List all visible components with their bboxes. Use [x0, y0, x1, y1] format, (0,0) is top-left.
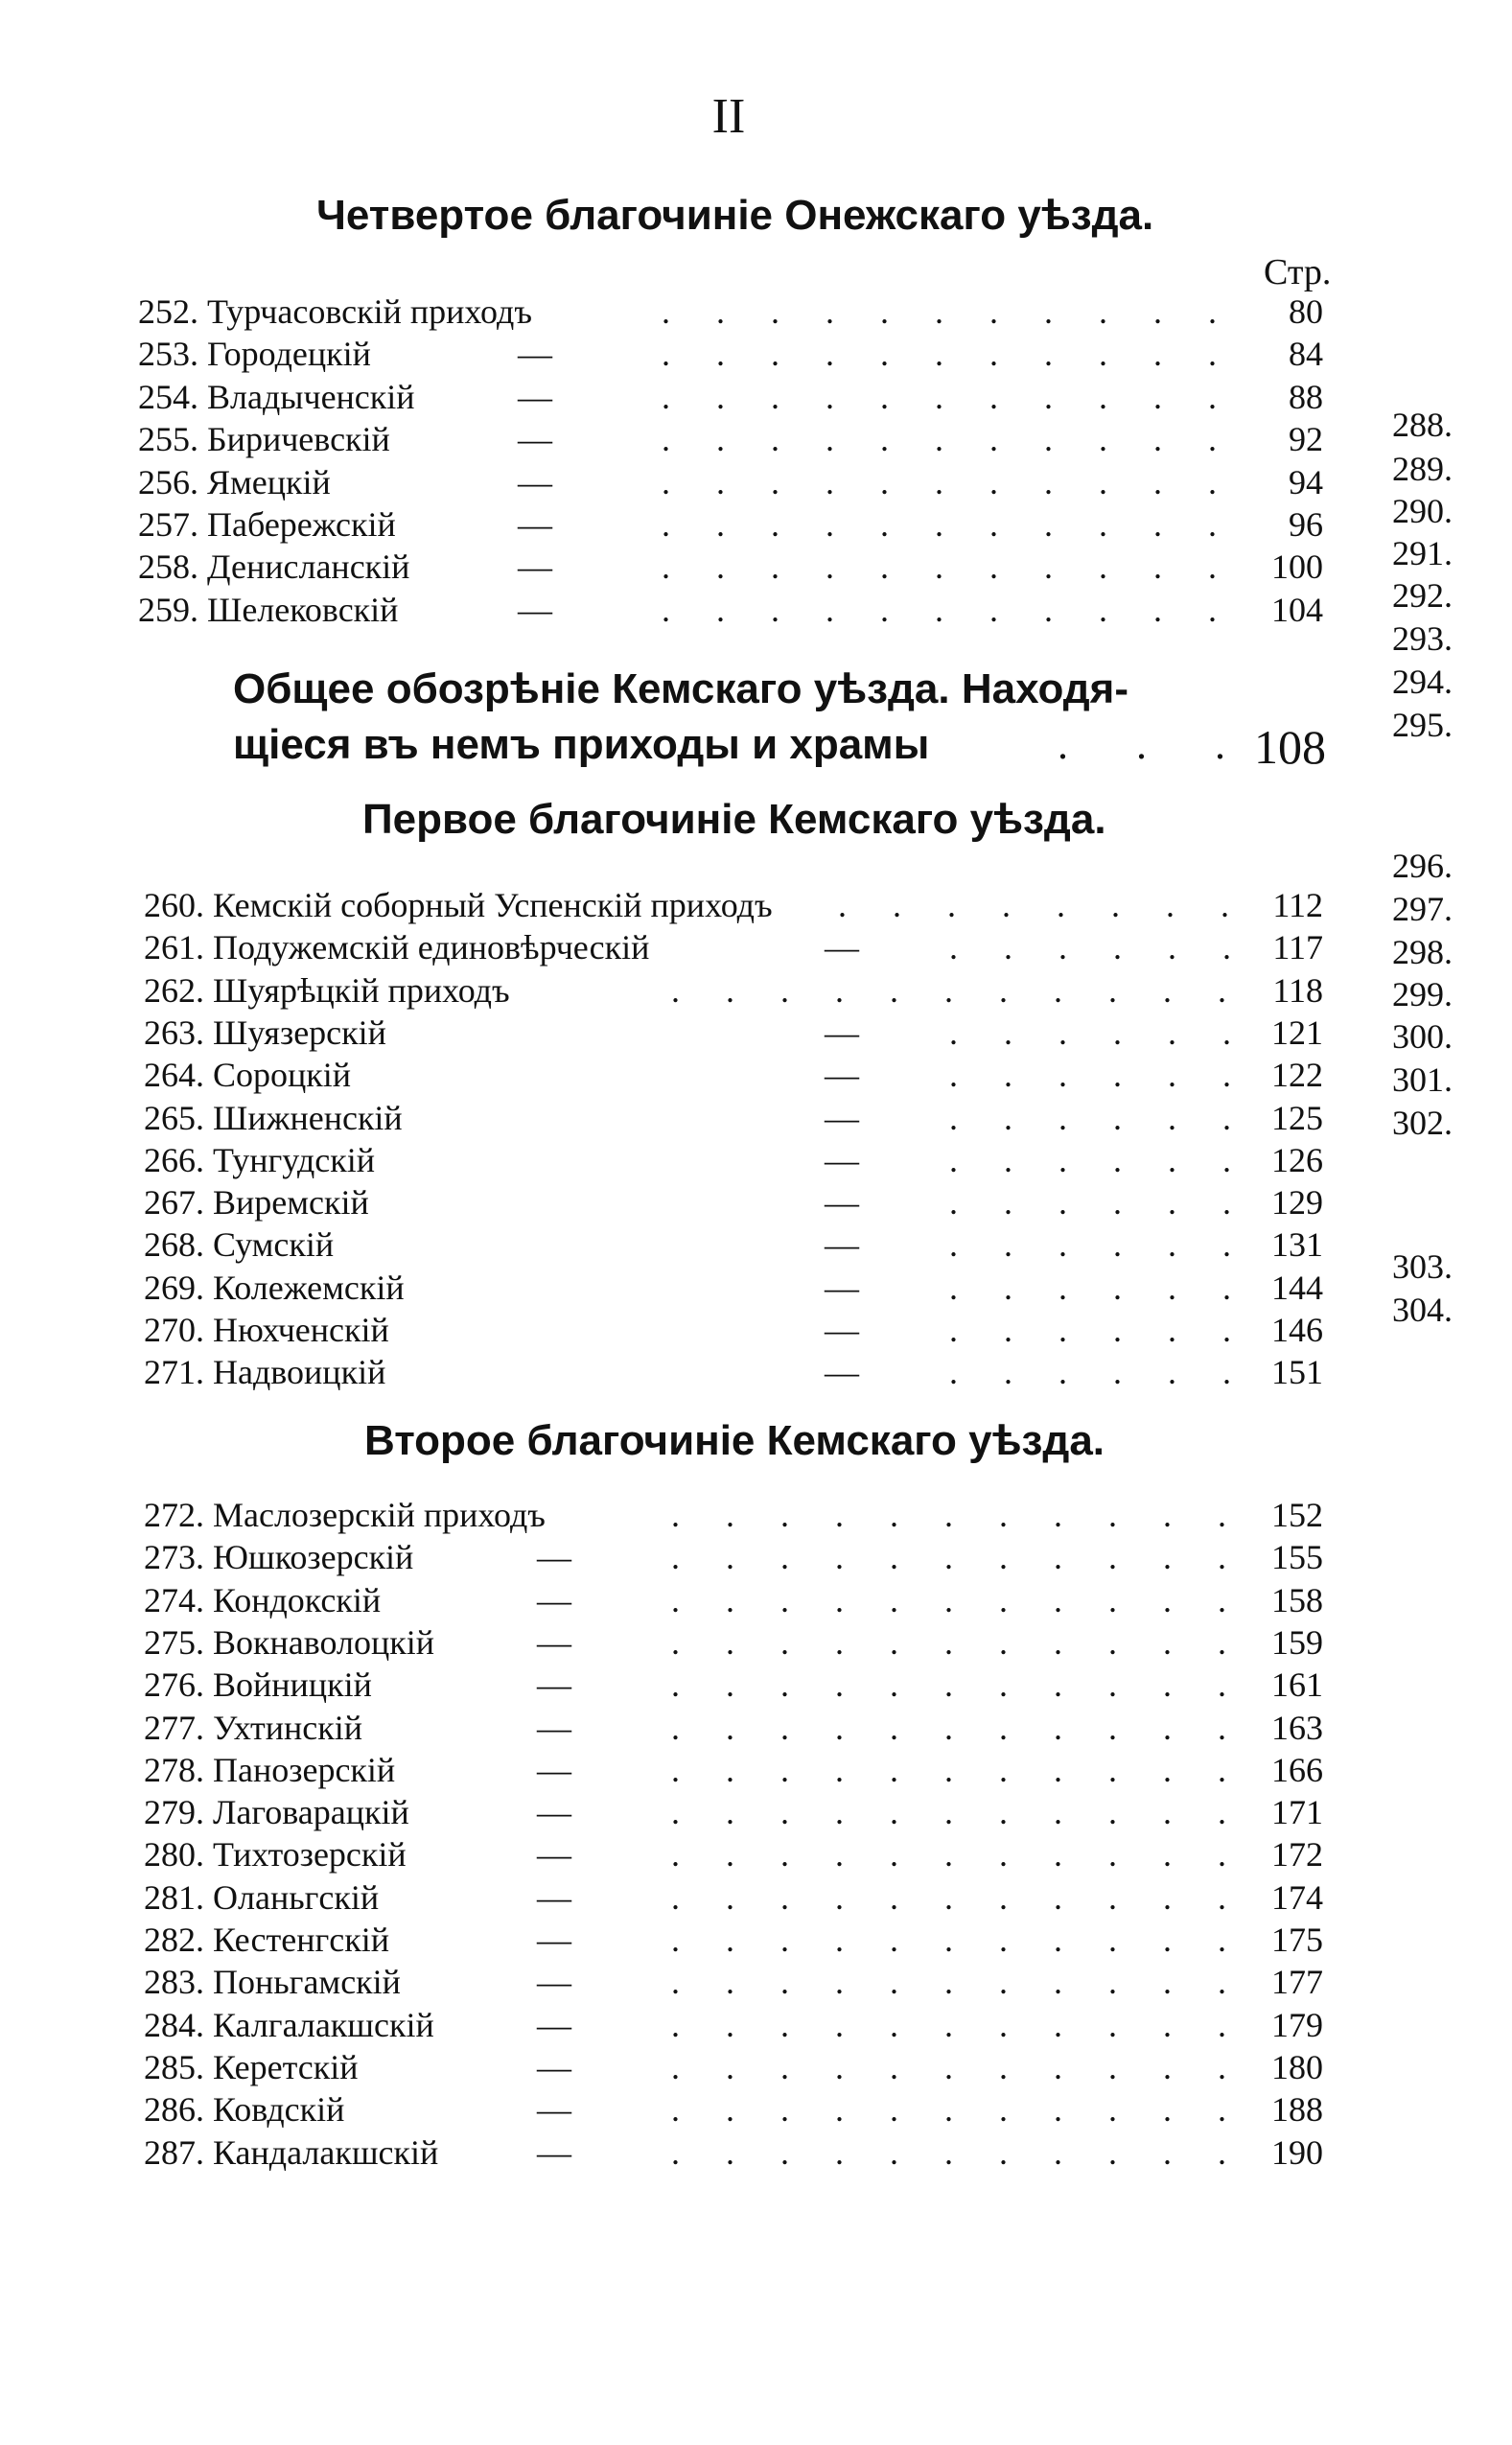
entry-number: 284. [144, 2005, 204, 2044]
entry-name: Пабережскій [207, 505, 396, 544]
list-item [107, 376, 1333, 418]
entry-number: 258. [138, 547, 198, 587]
leader-dots: ........... [671, 1963, 1272, 2002]
list-item [113, 1223, 1333, 1266]
page-number: II [711, 89, 746, 144]
entry-page: 158 [1271, 1580, 1323, 1619]
leader-dots: ........... [671, 1877, 1272, 1917]
leader-dots: ........... [662, 292, 1263, 331]
leader-dots: ........... [671, 1835, 1272, 1874]
entry-name: Вокнаволоцкій [213, 1622, 435, 1662]
entry-number: 286. [144, 2090, 204, 2130]
entry-number: 280. [144, 1835, 204, 1874]
entry-page: 174 [1271, 1877, 1323, 1917]
ditto-dash: — [825, 1098, 859, 1137]
list-item [113, 1054, 1333, 1096]
overview-text-2: щіеся въ немъ приходы и храмы [233, 721, 930, 768]
entry-name: Тунгудскій [213, 1140, 376, 1179]
entry-name: Юшкозерскій [213, 1538, 414, 1577]
list-item [113, 2131, 1333, 2174]
leader-dots: ........... [671, 970, 1272, 1010]
leader-dots: ........... [671, 1622, 1272, 1662]
margin-number: 303. [1392, 1247, 1453, 1286]
margin-number: 304. [1392, 1291, 1453, 1329]
margin-number: 291. [1392, 534, 1453, 572]
list-item [107, 503, 1333, 546]
entry-number: 256. [138, 462, 198, 501]
list-item [107, 333, 1333, 375]
entry-page: 163 [1271, 1708, 1323, 1747]
entry-page: 179 [1271, 2005, 1323, 2044]
ditto-dash: — [537, 1921, 571, 1959]
entry-number: 276. [144, 1665, 204, 1705]
entry-page: 161 [1271, 1665, 1323, 1705]
section-heading-onega-4: Четвертое благочиніе Онежскаго уѣзда. [316, 192, 1154, 239]
list-item [113, 1351, 1333, 1393]
ditto-dash: — [537, 1538, 571, 1577]
entry-name: Панозерскій [213, 1750, 396, 1789]
ditto-dash: — [825, 1140, 859, 1179]
leader-dots: ........... [671, 2047, 1272, 2086]
overview-page: 108 [1254, 720, 1326, 774]
leader-dots: ........... [671, 1665, 1272, 1705]
entry-page: 159 [1271, 1622, 1323, 1662]
leader-dots: ........... [671, 2005, 1272, 2044]
ditto-dash: — [825, 1183, 859, 1222]
leader-dots: ...... [949, 1056, 1277, 1095]
list-item [113, 926, 1333, 968]
entry-name: Ковдскій [213, 2090, 345, 2130]
entry-name: Шуязерскій [213, 1013, 386, 1052]
leader-dots: ........... [671, 2132, 1272, 2172]
ditto-dash: — [537, 1580, 571, 1619]
entry-name: Кондокскій [213, 1580, 382, 1619]
list-item [113, 1097, 1333, 1139]
overview-line-2 [233, 717, 1364, 773]
list-item [113, 1664, 1333, 1706]
leader-dots: ........... [671, 1921, 1272, 1959]
entry-number: 278. [144, 1750, 204, 1789]
ditto-dash: — [518, 335, 552, 374]
entry-page: 121 [1271, 1013, 1323, 1052]
margin-number: 296. [1392, 847, 1453, 885]
entry-number: 252. [138, 292, 198, 331]
ditto-dash: — [518, 462, 552, 501]
leader-dots: ...... [949, 1013, 1277, 1052]
entry-number: 271. [144, 1353, 204, 1392]
entry-page: 80 [1289, 292, 1323, 331]
list-item [113, 1919, 1333, 1961]
entry-number: 255. [138, 420, 198, 459]
list-item [107, 291, 1333, 333]
list-item [113, 1876, 1333, 1919]
list-item [113, 1579, 1333, 1621]
entry-name: Виремскій [213, 1183, 369, 1222]
entry-name: Тихтозерскій [213, 1835, 407, 1874]
entry-name: Сороцкій [213, 1056, 352, 1095]
list-item [113, 1012, 1333, 1054]
entry-name: Кандалакшскій [213, 2132, 439, 2172]
ditto-dash: — [537, 2047, 571, 2086]
leader-dots: ...... [949, 1268, 1277, 1307]
margin-number: 297. [1392, 890, 1453, 928]
margin-number: 294. [1392, 663, 1453, 701]
entry-page: 94 [1289, 462, 1323, 501]
entry-name: Нюхченскій [213, 1311, 389, 1349]
list-item [113, 1267, 1333, 1309]
entry-name: Денисланскій [207, 547, 410, 587]
entry-page: 190 [1271, 2132, 1323, 2172]
leader-dots: ...... [949, 928, 1277, 967]
margin-number: 301. [1392, 1060, 1453, 1099]
ditto-dash: — [537, 1963, 571, 2002]
entry-page: 188 [1271, 2090, 1323, 2130]
ditto-dash: — [537, 2132, 571, 2172]
entry-name: Биричевскій [207, 420, 390, 459]
entry-number: 287. [144, 2132, 204, 2172]
margin-number: 293. [1392, 619, 1453, 658]
section-heading-kem-1: Первое благочиніе Кемскаго уѣзда. [362, 796, 1106, 843]
list-item [113, 1961, 1333, 2003]
entry-page: 84 [1289, 335, 1323, 374]
margin-number: 288. [1392, 406, 1453, 444]
page-column-label: Стр. [1264, 252, 1332, 292]
entry-page: 172 [1271, 1835, 1323, 1874]
entry-number: 262. [144, 970, 204, 1010]
entry-number: 285. [144, 2047, 204, 2086]
list-item [107, 546, 1333, 588]
entry-number: 263. [144, 1013, 204, 1052]
list-item [113, 1181, 1333, 1223]
ditto-dash: — [537, 1665, 571, 1705]
entry-name: Турчасовскій приходъ [207, 292, 532, 331]
entry-name: Калгалакшскій [213, 2005, 434, 2044]
leader-dots: ........ [838, 886, 1275, 924]
leader-dots: ...... [949, 1098, 1277, 1137]
margin-number: 295. [1392, 706, 1453, 744]
entry-number: 267. [144, 1183, 204, 1222]
list-item [113, 1536, 1333, 1578]
ditto-dash: — [825, 1056, 859, 1095]
ditto-dash: — [537, 1622, 571, 1662]
entry-name: Ухтинскій [213, 1708, 362, 1747]
list-item [113, 2088, 1333, 2131]
entry-page: 171 [1271, 1793, 1323, 1832]
ditto-dash: — [537, 2005, 571, 2044]
list-item [113, 884, 1333, 926]
entry-name: Кестенгскій [213, 1921, 389, 1959]
ditto-dash: — [825, 1268, 859, 1307]
leader-dots: ........... [662, 547, 1263, 587]
entry-number: 269. [144, 1268, 204, 1307]
ditto-dash: — [825, 928, 859, 967]
entry-number: 254. [138, 377, 198, 416]
leader-dots: ........... [671, 1496, 1272, 1534]
leader-dots: ........... [662, 462, 1263, 501]
entry-name: Маслозерскій приходъ [213, 1496, 546, 1534]
entry-name: Подужемскій единовѣрческій [213, 928, 650, 967]
entry-name: Оланьгскій [213, 1877, 380, 1917]
ditto-dash: — [537, 1835, 571, 1874]
entry-number: 275. [144, 1622, 204, 1662]
entry-number: 260. [144, 886, 204, 924]
entry-number: 264. [144, 1056, 204, 1095]
entry-number: 253. [138, 335, 198, 374]
entry-name: Поньгамскій [213, 1963, 401, 2002]
leader-dots: ........... [662, 420, 1263, 459]
margin-number: 292. [1392, 576, 1453, 615]
entry-number: 272. [144, 1496, 204, 1534]
list-item [113, 1494, 1333, 1536]
entry-number: 268. [144, 1225, 204, 1265]
entry-name: Войницкій [213, 1665, 372, 1705]
leader-dots: ........... [671, 1580, 1272, 1619]
entry-page: 125 [1271, 1098, 1323, 1137]
entry-number: 259. [138, 590, 198, 629]
entry-page: 146 [1271, 1311, 1323, 1349]
entry-name: Надвоицкій [213, 1353, 386, 1392]
leader-dots: ...... [949, 1353, 1277, 1392]
margin-number: 298. [1392, 933, 1453, 971]
entry-number: 281. [144, 1877, 204, 1917]
ditto-dash: — [518, 377, 552, 416]
margin-number: 289. [1392, 450, 1453, 488]
ditto-dash: — [518, 505, 552, 544]
entry-name: Шижненскій [213, 1098, 403, 1137]
list-item [113, 1749, 1333, 1791]
entry-page: 144 [1271, 1268, 1323, 1307]
entry-number: 283. [144, 1963, 204, 2002]
section-heading-kem-2: Второе благочиніе Кемскаго уѣзда. [364, 1417, 1105, 1464]
entry-page: 122 [1271, 1056, 1323, 1095]
leader-dots: ...... [949, 1311, 1277, 1349]
entry-name: Ямецкій [207, 462, 331, 501]
ditto-dash: — [537, 1877, 571, 1917]
entry-page: 88 [1289, 377, 1323, 416]
leader-dots: ...... [949, 1140, 1277, 1179]
entry-name: Шуярѣцкій приходъ [213, 970, 510, 1010]
ditto-dash: — [518, 590, 552, 629]
leader-dots: ...... [949, 1183, 1277, 1222]
leader-dots: ...... [949, 1225, 1277, 1265]
leader-dots: ........... [671, 1538, 1272, 1577]
leader-dots: ........... [662, 377, 1263, 416]
overview-line-1 [233, 662, 1364, 717]
entry-number: 282. [144, 1921, 204, 1959]
entry-page: 100 [1271, 547, 1323, 587]
leader-dots: ........... [671, 2090, 1272, 2130]
kem-overview [233, 662, 1364, 773]
entry-page: 129 [1271, 1183, 1323, 1222]
list-item [113, 1139, 1333, 1181]
ditto-dash: — [537, 1793, 571, 1832]
entry-number: 261. [144, 928, 204, 967]
ditto-dash: — [537, 1750, 571, 1789]
entry-page: 117 [1272, 928, 1323, 967]
ditto-dash: — [825, 1311, 859, 1349]
ditto-dash: — [537, 2090, 571, 2130]
entry-number: 266. [144, 1140, 204, 1179]
leader-dots: . . . [1058, 721, 1254, 768]
entry-page: 180 [1271, 2047, 1323, 2086]
entry-page: 112 [1272, 886, 1323, 924]
ditto-dash: — [825, 1353, 859, 1392]
list-item [113, 969, 1333, 1012]
ditto-dash: — [825, 1013, 859, 1052]
entry-number: 270. [144, 1311, 204, 1349]
entry-page: 177 [1271, 1963, 1323, 2002]
margin-number: 300. [1392, 1017, 1453, 1056]
list-item [107, 589, 1333, 631]
ditto-dash: — [518, 547, 552, 587]
list-item [113, 2004, 1333, 2046]
margin-number: 302. [1392, 1104, 1453, 1142]
entry-page: 96 [1289, 505, 1323, 544]
entry-name: Шелековскій [207, 590, 399, 629]
entry-page: 104 [1271, 590, 1323, 629]
entry-name: Кемскій соборный Успенскій приходъ [213, 886, 773, 924]
list-item [113, 1621, 1333, 1664]
entry-number: 273. [144, 1538, 204, 1577]
leader-dots: ........... [662, 505, 1263, 544]
entry-page: 175 [1271, 1921, 1323, 1959]
entry-name: Сумскій [213, 1225, 335, 1265]
margin-number: 299. [1392, 975, 1453, 1013]
ditto-dash: — [825, 1225, 859, 1265]
entry-name: Керетскій [213, 2047, 359, 2086]
entry-number: 257. [138, 505, 198, 544]
entry-name: Колежемскій [213, 1268, 405, 1307]
list-item [107, 418, 1333, 460]
leader-dots: ........... [671, 1750, 1272, 1789]
entry-page: 92 [1289, 420, 1323, 459]
entry-page: 118 [1272, 970, 1323, 1010]
entry-page: 126 [1271, 1140, 1323, 1179]
entry-name: Лаговарацкій [213, 1793, 409, 1832]
list-item [107, 461, 1333, 503]
list-item [113, 2046, 1333, 2088]
entry-name: Городецкій [207, 335, 371, 374]
entry-page: 131 [1271, 1225, 1323, 1265]
leader-dots: ........... [671, 1708, 1272, 1747]
list-item [113, 1791, 1333, 1833]
leader-dots: ........... [662, 590, 1263, 629]
entry-number: 279. [144, 1793, 204, 1832]
list-item [113, 1833, 1333, 1875]
leader-dots: ........... [671, 1793, 1272, 1832]
entry-number: 277. [144, 1708, 204, 1747]
entry-page: 151 [1271, 1353, 1323, 1392]
list-item [113, 1707, 1333, 1749]
margin-number: 290. [1392, 492, 1453, 530]
ditto-dash: — [518, 420, 552, 459]
entry-page: 152 [1271, 1496, 1323, 1534]
overview-text-1: Общее обозрѣніе Кемскаго уѣзда. Находя- [233, 665, 1129, 712]
entry-number: 274. [144, 1580, 204, 1619]
entry-page: 166 [1271, 1750, 1323, 1789]
list-item [113, 1309, 1333, 1351]
entry-name: Владыченскій [207, 377, 415, 416]
leader-dots: ........... [662, 335, 1263, 374]
ditto-dash: — [537, 1708, 571, 1747]
entry-page: 155 [1271, 1538, 1323, 1577]
entry-number: 265. [144, 1098, 204, 1137]
